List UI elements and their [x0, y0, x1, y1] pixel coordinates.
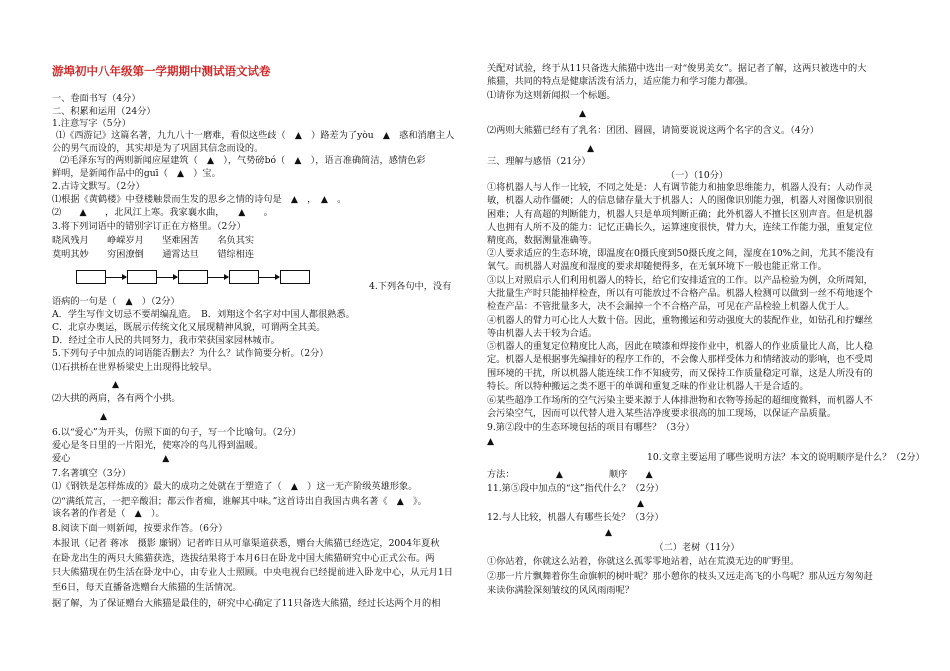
right-line-2: 熊猫，共同的特点是健康活泼有活力，适应能力和学习能力都强。: [487, 76, 754, 87]
left-line-15: 4.下列各句中，没有: [369, 281, 452, 292]
left-line-3: 1.注意写字（5分）: [52, 118, 131, 129]
right-line-31: 11.第⑤段中加点的“这”指代什么？（2分）: [487, 483, 664, 494]
right-line-8: （一）（10分）: [665, 170, 729, 181]
right-line-36: ①你站着，你就这么站着，你就这么孤零零地站着，站在荒漠无边的旷野里。: [487, 556, 800, 567]
right-line-32: ▲: [637, 498, 645, 509]
left-line-26: 爱心是冬日里的一片阳光，使寒冷的鸟儿得到温暖。: [52, 440, 264, 451]
right-line-24: 特长。所以特种搬运之类不愿干的单调和重复乏味的作业让机器人干是合适的。: [487, 381, 809, 392]
left-line-2: 二、积累和运用（24分）: [52, 106, 156, 117]
right-line-35: （二）老树（11分）: [654, 542, 740, 553]
right-line-19: ④机器人的臂力可心比人大数十倍。因此，重物搬运和劳动强度大的装配作业，如钻孔和拧螺丝: [487, 315, 873, 326]
left-line-8: 2.古诗文默写。（2分）: [52, 181, 145, 192]
right-line-16: ③以上对照启示人们利用机器人的特长，给它们安排适宜的工作。以产品检验为例，众所周知，: [487, 275, 873, 286]
right-line-38: 来读你满脸深刻皱纹的风风雨雨呢？: [487, 585, 634, 596]
answer-box-5: [280, 270, 310, 284]
left-line-30: ⑵“满纸荒言，一把辛酸泪；都云作者痴，谁解其中味。”这首诗出自我国古典名著《 ▲ 》。: [52, 496, 427, 507]
right-line-10: 敏，机器人动作僵硬；人的信息储存量大于机器人；人的图像识别能力强，机器人对图像识别很: [487, 195, 873, 206]
left-line-12: 晓风残月 峥嵘岁月 坚难困苦 名负其实: [52, 235, 255, 246]
right-line-1: 关配对试验，终于从11只备选大熊猫中选出一对“俊男美女”。据记者了解，这两只被选中的大: [487, 63, 867, 74]
left-line-34: 在卧龙出生的两只大熊猫获选，选拔结果将于本月6日在卧龙中国大熊猫研究中心正式公布。两: [52, 553, 435, 564]
answer-box-4: [229, 270, 259, 284]
right-line-26: 会污染空气，因而可以代替人进入某些洁净度要求很高的加工现场，以保证产品质量。: [487, 408, 837, 419]
left-line-4: ⑴《西游记》这篇名著，九九八十一磨难，看似这些歧（ ▲ ）路差为了yòu ▲ 惑和消磨主人: [56, 130, 455, 141]
right-line-37: ②那一片片飘舞着你生命旗帜的树叶呢？那小憩你的枝头又远走高飞的小鸟呢？那从远方匆匆赶: [487, 571, 873, 582]
left-line-28: 7.名著填空（3分）: [52, 468, 131, 479]
right-line-27: 9.第②段中的生态环境包括的项目有哪些？（3分）: [487, 422, 695, 433]
right-line-15: 氧气。而机器人对温度和湿度的要求却随便得多，在无氧环境下一般也能正常工作。: [487, 261, 827, 272]
left-line-18: C．北京办奥运，既展示传统文化又展现精神风貌，可谓两全其美。: [52, 322, 326, 333]
left-line-21: ⑴石拱桥在世界桥梁史上出现得比较早。: [52, 362, 218, 373]
left-line-17: A．学生写作文切忌不要胡编乱造。 B．刘翔这个名字对中国人都很熟悉。: [52, 309, 355, 320]
right-line-12: 人也拥有人所不及的能力：记忆正确长久，运算速度很快，臂力大，连续工作能力强，重复定位: [487, 222, 873, 233]
right-line-28: ▲: [487, 436, 495, 447]
right-line-9: ①将机器人与人作一比较，不同之处是：人有调节能力和抽象思维能力，机器人没有；人动作灵: [487, 182, 873, 193]
left-line-31: 该名著的作者是（ ▲ ）。: [52, 508, 165, 519]
left-line-5: 公的男气而设的，其实却是为了巩固其信念而设的。: [52, 143, 264, 154]
left-line-36: 至6日，每天直播备选赠台大熊猫的生活情况。: [52, 582, 242, 593]
arrow-4: [259, 277, 279, 278]
answer-box-2: [127, 270, 157, 284]
left-line-19: D．经过全市人民的共同努力，我市荣获国家园林城市。: [52, 335, 280, 346]
left-line-32: 8.阅读下面一则新闻，按要求作答。（6分）: [52, 523, 228, 534]
right-line-4: ▲: [579, 108, 587, 119]
right-line-14: ②人要求适应的生态环境，即温度在0摄氏度到50摄氏度之间，湿度在10%之间，尤其不能没有: [487, 248, 875, 259]
right-line-11: 困难；人有高超的判断能力，机器人只是单项判断正确；此外机器人不擅长区别声音。但是机器: [487, 209, 873, 220]
left-line-23: ⑵大拱的两肩，各有两个小拱。: [52, 393, 181, 404]
left-line-33: 本报讯（记者 蒋冰 摄影 廉钢）记者昨日从可靠渠道获悉，赠台大熊猫已经选定，2004年夏秋: [52, 538, 440, 549]
left-line-22: ▲: [112, 379, 120, 390]
left-line-13: 莫明其妙 穷困潦倒 通霄达旦 错综相连: [52, 249, 255, 260]
right-line-34: ▲: [605, 527, 613, 538]
right-line-17: 大批量生产时只能抽样检查，所以有可能放过不合格产品。机器人检测可以做到一丝不苟地逐个: [487, 288, 873, 299]
arrow-2: [157, 277, 177, 278]
left-line-20: 5.下列句子中加点的词语能否删去？为什么？试作简要分析。（2分）: [52, 348, 329, 359]
right-line-5: ⑵两则大熊猫已经有了乳名：团团、圆圆，请简要说说这两个名字的含义。（4分）: [487, 125, 819, 136]
right-line-18: 检查产品：不管批量多大，决不会漏掉一个不合格产品，可见在产品检验上机器人优于人。: [487, 301, 855, 312]
arrow-1: [106, 277, 126, 278]
arrow-3: [208, 277, 228, 278]
answer-box-1: [76, 270, 106, 284]
left-line-37: 据了解，为了保证赠台大熊猫是最佳的，研究中心确定了11只备选大熊猫，经过长达两个月的相: [52, 598, 441, 609]
right-line-6: ▲: [587, 143, 595, 154]
left-line-9: ⑴根据《黄鹤楼》中登楼触景而生发的思乡之情的诗句是 ▲ ， ▲ 。: [52, 194, 347, 205]
left-line-25: 6.以“爱心”为开头，仿照下面的句子，写一个比喻句。（2分）: [52, 427, 302, 438]
left-line-35: 只大熊猫现在仍生活在卧龙中心，由专业人士照顾。中央电视台已经提前进入卧龙中心，从元月1日: [52, 567, 453, 578]
right-line-29: 10.文章主要运用了哪些说明方法？本文的说明顺序是什么？（2分）: [647, 452, 925, 463]
right-line-30: 方法： ▲ 顺序 ▲: [487, 469, 653, 480]
right-line-33: 12.与人比较，机器人有哪些长处？（3分）: [487, 512, 664, 523]
right-line-20: 等由机器人去干较为合适。: [487, 328, 598, 339]
left-line-6: ⑵毛泽东写的两则新闻应屋建筑（ ▲ ），气势磅bó（ ▲ ），语言准确简洁，感情色彩: [60, 155, 426, 166]
right-line-22: 定。机器人是根据事先编排好的程序工作的，不会像人那样受体力和情绪波动的影响，也不受周: [487, 354, 873, 365]
left-line-24: ▲: [100, 411, 108, 422]
right-line-25: ⑥某些超净工作场所的空气污染主要来源于人体排泄物和衣物等扬起的超细度微料，而机器人不: [487, 395, 873, 406]
left-line-1: 一、卷面书写（4分）: [52, 93, 141, 104]
right-line-23: 围环境的干扰，所以机器人能连续工作不知疲劳，而又保持工作质量稳定可靠，这是人所没有的: [487, 368, 873, 379]
left-line-11: 3.将下列词语中的错别字订正在方格里。（2分）: [52, 221, 246, 232]
left-line-7: 鲜明，是新闻作品中的guī（ ▲ ）宝。: [52, 168, 221, 179]
right-line-13: 精度高，数据测量准确等。: [487, 235, 598, 246]
left-line-16: 语病的一句是（ ▲ ）（2分）: [52, 296, 180, 307]
right-line-21: ⑤机器人的重复定位精度比人高，因此在喷漆和焊接作业中，机器人的作业质量比人高，比人稳: [487, 341, 873, 352]
exam-title: 游埠初中八年级第一学期期中测试语文试卷: [52, 64, 271, 78]
answer-box-3: [178, 270, 208, 284]
right-line-3: ⑴请你为这则新闻拟一个标题。: [487, 90, 616, 101]
right-line-7: 三、理解与感悟（21分）: [487, 156, 591, 167]
left-line-29: ⑴《钢铁是怎样炼成的》最大的成功之处就在于塑造了（ ▲ ）这一无产阶级英雄形象。: [52, 481, 418, 492]
left-line-27: 爱心 ▲: [52, 453, 170, 464]
left-line-10: ⑵ ▲ ，北风江上寒。我家襄水曲， ▲ 。: [52, 207, 273, 218]
